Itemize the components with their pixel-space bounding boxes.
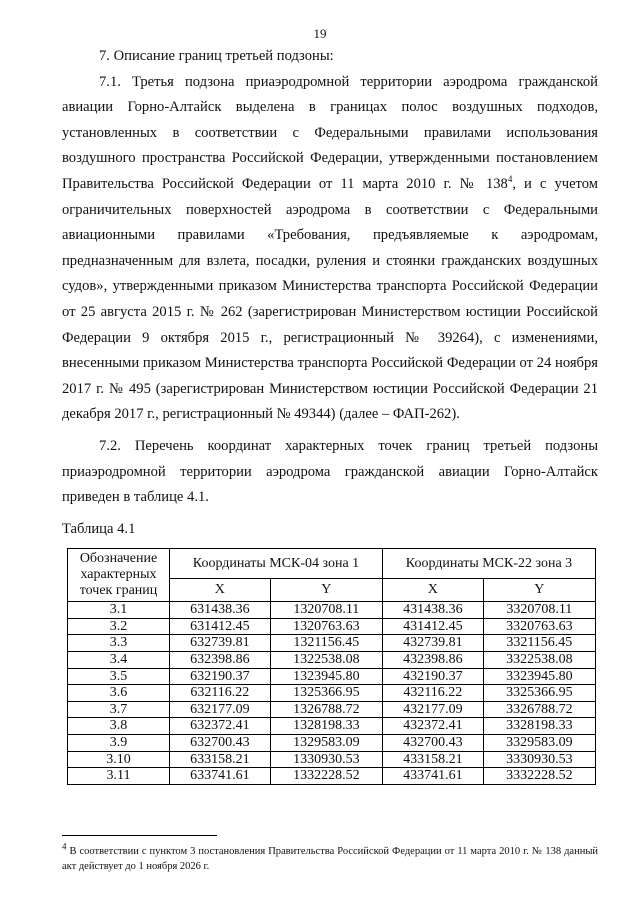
- cell-msk04-y: 1332228.52: [270, 768, 382, 785]
- table-row: [68, 768, 596, 785]
- cell-point-id: 3.10: [68, 751, 170, 768]
- cell-msk22-y: 3320763.63: [483, 618, 595, 635]
- table-row: [68, 652, 596, 669]
- page-number: 19: [313, 26, 327, 41]
- table-row: [68, 701, 596, 718]
- cell-msk04-y: 1320708.11: [270, 602, 382, 619]
- footnote-divider: [62, 835, 217, 836]
- table-header-row: [68, 549, 596, 579]
- cell-point-id: 3.3: [68, 635, 170, 652]
- footnote-text: В соответствии с пунктом 3 постановления Правительства Российской Федерации от 11 марта 2010 г. № 138 данный акт действует до 1 ноября 2026 г.: [62, 846, 598, 872]
- cell-point-id: 3.9: [68, 735, 170, 752]
- cell-msk04-x: 632372.41: [170, 718, 271, 735]
- cell-msk22-y: 3328198.33: [483, 718, 595, 735]
- cell-msk22-y: 3332228.52: [483, 768, 595, 785]
- cell-msk04-y: 1329583.09: [270, 735, 382, 752]
- cell-point-id: 3.6: [68, 685, 170, 702]
- table-row: [68, 718, 596, 735]
- cell-point-id: 3.5: [68, 668, 170, 685]
- cell-point-id: 3.8: [68, 718, 170, 735]
- cell-msk22-x: 432700.43: [382, 735, 483, 752]
- cell-msk04-y: 1323945.80: [270, 668, 382, 685]
- cell-msk22-y: 3322538.08: [483, 652, 595, 669]
- cell-point-id: 3.1: [68, 602, 170, 619]
- document-body: [62, 44, 598, 785]
- cell-point-id: 3.2: [68, 618, 170, 635]
- cell-msk22-y: 3330930.53: [483, 751, 595, 768]
- cell-msk22-y: 3323945.80: [483, 668, 595, 685]
- table-body: [68, 602, 596, 785]
- footnote-mark: 4: [62, 841, 67, 852]
- header-msk22-x: X: [382, 579, 483, 602]
- table-row: [68, 635, 596, 652]
- table-caption: Таблица 4.1: [62, 520, 136, 537]
- cell-msk04-x: 632177.09: [170, 701, 271, 718]
- cell-msk22-x: 431438.36: [382, 602, 483, 619]
- cell-msk04-x: 631438.36: [170, 602, 271, 619]
- cell-msk04-x: 632700.43: [170, 735, 271, 752]
- cell-msk22-y: 3321156.45: [483, 635, 595, 652]
- coordinates-table: [67, 548, 596, 785]
- cell-point-id: 3.11: [68, 768, 170, 785]
- header-msk04-y: Y: [270, 579, 382, 602]
- cell-msk04-x: 631412.45: [170, 618, 271, 635]
- cell-msk22-y: 3329583.09: [483, 735, 595, 752]
- paragraph-7-1-text-a: 7.1. Третья подзона приаэродромной территории аэродрома гражданской авиации Горно-Алтайск выделена в границах полос воздушных подходов, установленных в соответствии с Федеральными правилами использования воздушного пространства Российской Федерации, утвержденными постановлением Правительства Российской Федерации от 11 марта 2010 г. № 138: [62, 73, 598, 192]
- cell-msk22-y: 3326788.72: [483, 701, 595, 718]
- header-msk04: Координаты МСК-04 зона 1: [170, 549, 383, 579]
- header-msk22: Координаты МСК-22 зона 3: [382, 549, 595, 579]
- cell-msk04-x: 632739.81: [170, 635, 271, 652]
- cell-msk22-y: 3325366.95: [483, 685, 595, 702]
- cell-msk04-y: 1322538.08: [270, 652, 382, 669]
- paragraph-7-2: 7.2. Перечень координат характерных точек границ третьей подзоны приаэродромной территории аэродрома гражданской авиации Горно-Алтайск приведен в таблице 4.1.: [62, 437, 598, 506]
- table-row: [68, 735, 596, 752]
- section-title: 7. Описание границ третьей подзоны:: [99, 48, 334, 64]
- cell-msk04-x: 633741.61: [170, 768, 271, 785]
- cell-msk04-y: 1325366.95: [270, 685, 382, 702]
- cell-msk22-x: 432116.22: [382, 685, 483, 702]
- cell-msk04-y: 1328198.33: [270, 718, 382, 735]
- table-row: [68, 685, 596, 702]
- cell-msk22-x: 432372.41: [382, 718, 483, 735]
- table-row: [68, 668, 596, 685]
- cell-point-id: 3.4: [68, 652, 170, 669]
- cell-msk04-y: 1321156.45: [270, 635, 382, 652]
- cell-msk22-y: 3320708.11: [483, 602, 595, 619]
- cell-point-id: 3.7: [68, 701, 170, 718]
- cell-msk04-y: 1320763.63: [270, 618, 382, 635]
- footnote-reference: 4: [507, 174, 513, 185]
- cell-msk22-x: 431412.45: [382, 618, 483, 635]
- cell-msk22-x: 432398.86: [382, 652, 483, 669]
- paragraph-7-1-text-b: , и с учетом ограничительных поверхностей аэродрома в соответствии с Федеральными авиационными правилами «Требования, предъявляемые к аэродромам, предназначенным для взлета, посадки, руления и стоянки гражданских воздушных судов», утвержденными приказом Министерства транспорта Российской Федерации от 25 августа 2015 г. № 262 (зарегистрирован Министерством юстиции Российской Федерации 9 октября 2015 г., регистрационный № 39264), с изменениями, внесенными приказом Министерства транспорта Российской Федерации от 24 ноября 2017 г. № 495 (зарегистрирован Министерством юстиции Российской Федерации 21 декабря 2017 г., регистрационный № 49344) (далее – ФАП-262).: [62, 175, 598, 423]
- cell-msk04-y: 1326788.72: [270, 701, 382, 718]
- cell-msk22-x: 433158.21: [382, 751, 483, 768]
- cell-msk04-x: 632190.37: [170, 668, 271, 685]
- table-row: [68, 751, 596, 768]
- cell-msk22-x: 432177.09: [382, 701, 483, 718]
- cell-msk04-x: 632398.86: [170, 652, 271, 669]
- header-point: Обозначение характерных точек границ: [68, 549, 170, 602]
- header-msk22-y: Y: [483, 579, 595, 602]
- table-row: [68, 618, 596, 635]
- cell-msk04-x: 633158.21: [170, 751, 271, 768]
- cell-msk22-x: 432190.37: [382, 668, 483, 685]
- paragraph-7-1: [62, 70, 598, 428]
- table-row: [68, 602, 596, 619]
- cell-msk04-y: 1330930.53: [270, 751, 382, 768]
- cell-msk22-x: 433741.61: [382, 768, 483, 785]
- footnote: [62, 841, 598, 874]
- cell-msk22-x: 432739.81: [382, 635, 483, 652]
- cell-msk04-x: 632116.22: [170, 685, 271, 702]
- header-msk04-x: X: [170, 579, 271, 602]
